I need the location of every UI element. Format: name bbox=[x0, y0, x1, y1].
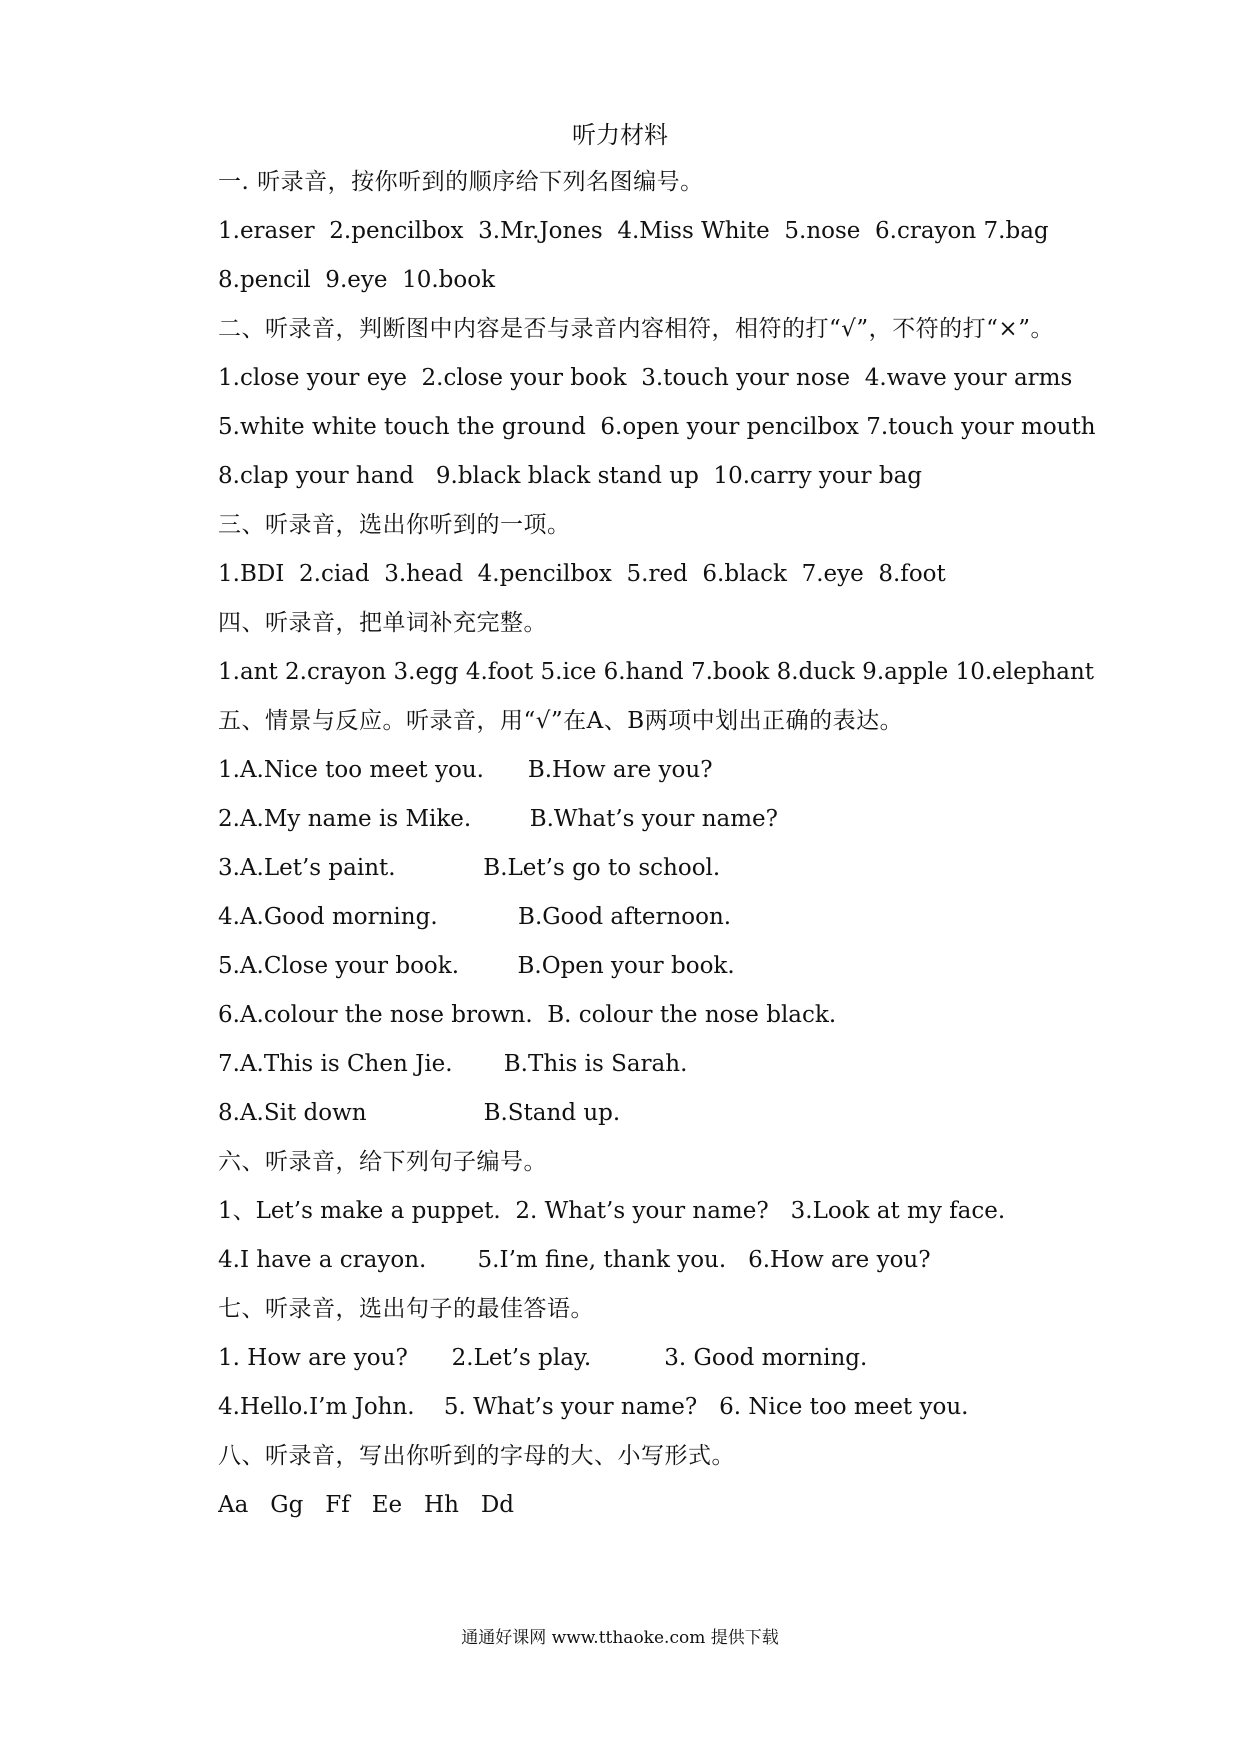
section-4-line-1: 1.ant 2.crayon 3.egg 4.foot 5.ice 6.hand 7.book 8.duck 9.apple 10.elephant bbox=[218, 659, 1095, 685]
section-5-item-2: 2.A.My name is Mike. B.What’s your name? bbox=[218, 806, 778, 832]
section-2-heading: 二、听录音，判断图中内容是否与录音内容相符，相符的打“√”，不符的打“×”。 bbox=[218, 316, 1054, 342]
section-8-line-1: Aa Gg Ff Ee Hh Dd bbox=[218, 1492, 514, 1518]
section-5-item-5: 5.A.Close your book. B.Open your book. bbox=[218, 953, 735, 979]
section-2-line-2: 5.white white touch the ground 6.open your pencilbox 7.touch your mouth bbox=[218, 414, 1096, 440]
section-6-heading: 六、听录音，给下列句子编号。 bbox=[218, 1149, 547, 1175]
section-5-item-8: 8.A.Sit down B.Stand up. bbox=[218, 1100, 621, 1126]
section-3-heading: 三、听录音，选出你听到的一项。 bbox=[218, 512, 571, 538]
section-1-line-2: 8.pencil 9.eye 10.book bbox=[218, 267, 496, 293]
section-4-heading: 四、听录音，把单词补充完整。 bbox=[218, 610, 547, 636]
section-3-line-1: 1.BDI 2.ciad 3.head 4.pencilbox 5.red 6.black 7.eye 8.foot bbox=[218, 561, 946, 587]
section-1-line-1: 1.eraser 2.pencilbox 3.Mr.Jones 4.Miss White 5.nose 6.crayon 7.bag bbox=[218, 218, 1049, 244]
section-7-line-2: 4.Hello.I’m John. 5. What’s your name? 6. Nice too meet you. bbox=[218, 1394, 969, 1420]
section-7-line-1: 1. How are you? 2.Let’s play. 3. Good morning. bbox=[218, 1345, 868, 1371]
section-8-heading: 八、听录音，写出你听到的字母的大、小写形式。 bbox=[218, 1443, 735, 1469]
section-5-item-6: 6.A.colour the nose brown. B. colour the nose black. bbox=[218, 1002, 837, 1028]
section-5-item-7: 7.A.This is Chen Jie. B.This is Sarah. bbox=[218, 1051, 688, 1077]
section-2-line-3: 8.clap your hand 9.black black stand up 10.carry your bag bbox=[218, 463, 923, 489]
section-6-line-2: 4.I have a crayon. 5.I’m fine, thank you. 6.How are you? bbox=[218, 1247, 931, 1273]
section-1-heading: 一. 听录音，按你听到的顺序给下列名图编号。 bbox=[218, 169, 704, 195]
section-5-item-1: 1.A.Nice too meet you. B.How are you? bbox=[218, 757, 713, 783]
footer-credit: 通通好课网 www.tthaoke.com 提供下载 bbox=[461, 1628, 779, 1648]
section-5-item-3: 3.A.Let’s paint. B.Let’s go to school. bbox=[218, 855, 721, 881]
section-7-heading: 七、听录音，选出句子的最佳答语。 bbox=[218, 1296, 594, 1322]
section-5-heading: 五、情景与反应。听录音，用“√”在A、B两项中划出正确的表达。 bbox=[218, 708, 904, 734]
page-title: 听力材料 bbox=[572, 121, 668, 149]
section-2-line-1: 1.close your eye 2.close your book 3.touch your nose 4.wave your arms bbox=[218, 365, 1073, 391]
listening-material-content bbox=[218, 158, 1198, 1530]
section-5-item-4: 4.A.Good morning. B.Good afternoon. bbox=[218, 904, 732, 930]
section-6-line-1: 1、Let’s make a puppet. 2. What’s your name? 3.Look at my face. bbox=[218, 1198, 1006, 1224]
